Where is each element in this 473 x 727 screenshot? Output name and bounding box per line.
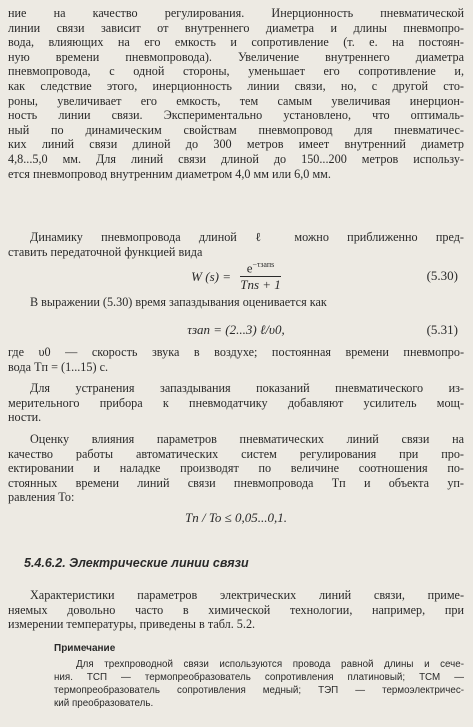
equation-number: (5.31)	[426, 322, 458, 337]
text-line: вода, влияющих на его емкость и сопротивление (т. е. на постоян-	[8, 35, 464, 50]
paragraph-assessment	[8, 432, 464, 505]
formula-exponent: −τзапs	[252, 260, 275, 269]
note-line: термопреобразователь сопротивления медный; ТЭП — термоэлектричес-	[54, 685, 464, 696]
text-line: ный по динамическим свойствам пневмопровод для пневматичес-	[8, 122, 464, 137]
text-line: ставить передаточной функцией вида	[8, 244, 203, 259]
paragraph-dynamics	[8, 230, 464, 259]
text-line: ется пневмопровод внутренним диаметром 4,0 мм или 6,0 мм.	[8, 166, 331, 181]
note-block	[54, 658, 464, 710]
text-line: роны, увеличивает его емкость, тем самым увеличивая инерцион-	[8, 93, 464, 108]
text-line: линии связи зависит от внутреннего диаметра и длины пневмопро-	[8, 20, 464, 35]
text-line: ние на качество регулирования. Инерционность пневматической	[8, 6, 464, 20]
note-line: кий преобразователь.	[54, 698, 154, 709]
formula-5-30	[8, 260, 464, 296]
text-line: ких линий связи длиной до 300 метров имеет внутренний диаметр	[8, 137, 464, 152]
text-line: как следствие этого, инерционность линии связи, но, с другой сто-	[8, 78, 464, 93]
text-line: Оценку влияния параметров пневматических линий связи на	[30, 432, 464, 446]
text-line: Характеристики параметров электрических линий связи, приме-	[30, 588, 464, 602]
text-line: где υ0 — скорость звука в воздухе; постоянная времени пневмопро-	[8, 345, 464, 359]
formula-ratio	[8, 510, 464, 528]
text-line: ность линии связи. Экспериментально установлено, что оптималь-	[8, 108, 464, 123]
text-line: пневмопровода, с одной стороны, уменьшает его сопротивление и,	[8, 64, 464, 79]
paragraph-delay	[8, 295, 464, 310]
formula-lhs: W (s) =	[191, 268, 231, 284]
text-line: качество работы автоматических систем регулирования при про-	[8, 446, 464, 461]
text-line: В выражении (5.30) время запаздывания оценивается как	[30, 295, 327, 309]
formula-5-31	[8, 322, 464, 340]
note-line: ния. ТСП — термопреобразователь сопротивления платиновый; ТСМ —	[54, 672, 464, 683]
text-line: ектировании и наладке производят по величине соотношения по-	[8, 461, 464, 476]
formula-denominator: Tпs + 1	[240, 277, 281, 293]
text-line: Для устранения запаздывания показаний пневматического из-	[30, 381, 464, 395]
paragraph-where	[8, 345, 464, 374]
text-line: стоянных времени линий связи пневмопровода Tп и объекта уп-	[8, 475, 464, 490]
equation-number: (5.30)	[426, 268, 458, 283]
paragraph-pneumatic-lines	[8, 6, 464, 181]
text-line: измерении температуры, приведены в табл. 5.2.	[8, 617, 256, 632]
note-title: Примечание	[54, 643, 116, 654]
formula-numerator: e	[246, 260, 253, 276]
text-line: ную времени пневмопровода). Увеличение внутреннего диаметра	[8, 49, 464, 64]
text-line: равления To:	[8, 490, 75, 505]
text-line: Динамику пневмопровода длиной ℓ можно приближенно пред-	[30, 230, 464, 244]
fraction	[240, 260, 281, 293]
formula-expression: τзап = (2...3) ℓ/υ0,	[187, 322, 285, 337]
note-line: Для трехпроводной связи используются провода равной длины и сече-	[76, 659, 464, 670]
text-line: мерительного прибора к пневмодатчику добавляют усилитель мощ-	[8, 395, 464, 410]
paragraph-electrical	[8, 588, 464, 632]
text-line: 4,8...5,0 мм. Для линий связи длиной до 150...200 метров использу-	[8, 151, 464, 166]
text-line: вода Tп = (1...15) с.	[8, 359, 109, 374]
text-line: няемых довольно часто в химической технологии, например, при	[8, 602, 464, 617]
text-line: ности.	[8, 410, 42, 425]
section-heading: 5.4.6.2. Электрические линии связи	[24, 556, 249, 570]
formula-expression: Tп / To ≤ 0,05...0,1.	[184, 510, 287, 525]
paragraph-amplifier	[8, 381, 464, 425]
